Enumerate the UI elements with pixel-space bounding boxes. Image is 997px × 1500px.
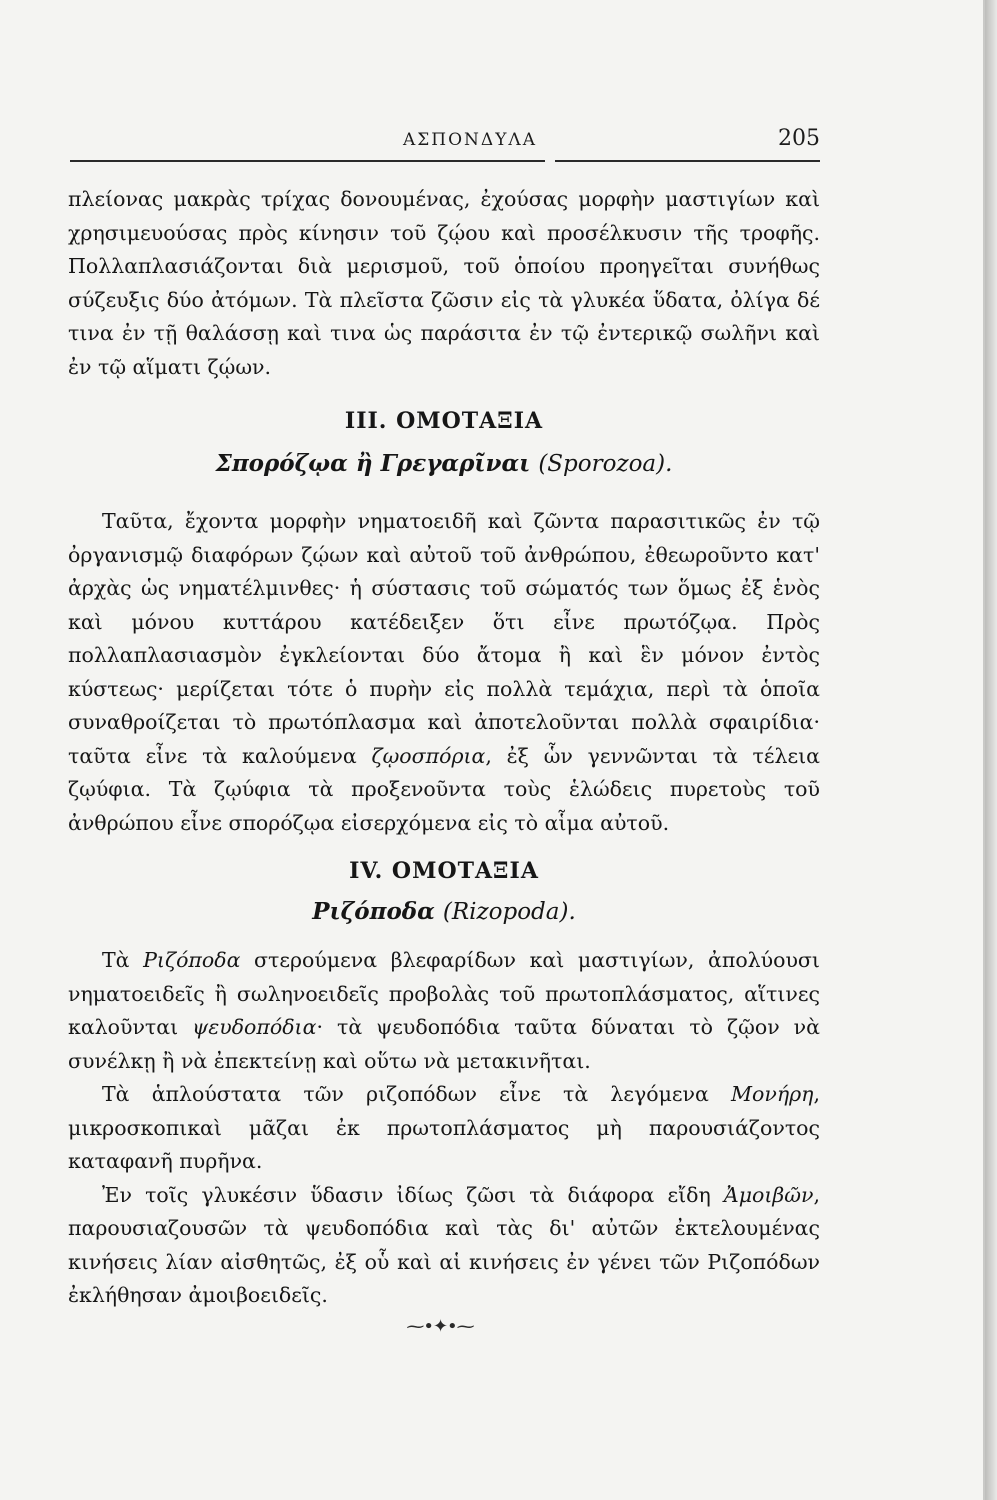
p3-end: , παρουσιαζουσῶν τὰ ψευδοπόδια καὶ τὰς δι' αὐτῶν ἐκτελουμένας κινήσεις λίαν αἰσθητῶς, ἐξ οὗ καὶ αἱ κινήσεις ἐν γένει τῶν Ριζοπόδων ἐκλήθησαν ἀμοιβοειδεῖς. xyxy=(68,1182,820,1307)
p1-end: · τὰ ψευδοπόδια ταῦτα δύναται τὸ ζῷον νὰ συνέλκῃ ἢ νὰ ἐπεκτείνῃ καὶ οὕτω νὰ μετακινῆται. xyxy=(68,1015,820,1073)
p2-start: Τὰ ἁπλούστατα τῶν ριζοπόδων εἶνε τὰ λεγόμενα xyxy=(102,1082,709,1106)
header-rule-right xyxy=(555,160,820,162)
running-header xyxy=(70,126,820,158)
section-iii-subtitle xyxy=(68,450,820,477)
section-iii-subtitle-greek: Σπορόζῳα ἢ Γρεγαρῖναι xyxy=(215,450,531,477)
running-title: ΑΣΠΟΝΔΥΛΑ xyxy=(403,130,537,150)
section-iv-paragraph-3 xyxy=(68,1179,820,1313)
section-iv-subtitle-latin: (Rizopoda). xyxy=(442,899,576,925)
intro-paragraph-block xyxy=(68,183,820,384)
section-iv-paragraph-2 xyxy=(68,1078,820,1179)
page-number: 205 xyxy=(778,126,820,151)
p3-term: Ἀμοιβῶν xyxy=(723,1182,814,1207)
intro-paragraph: πλείονας μακρὰς τρίχας δονουμένας, ἐχούσας μορφὴν μαστιγίων καὶ χρησιμευούσας πρὸς κίνησιν τοῦ ζῴου καὶ προσέλκυσιν τῆς τροφῆς. Πολλαπλασιάζονται διὰ μερισμοῦ, τοῦ ὁποίου προηγεῖται συνήθως σύζευξις δύο ἀτόμων. Τὰ πλεῖστα ζῶσιν εἰς τὰ γλυκέα ὕδατα, ὀλίγα δέ τινα ἐν τῇ θαλάσσῃ καὶ τινα ὡς παράσιτα ἐν τῷ ἐντερικῷ σωλῆνι καὶ ἐν τῷ αἵματι ζῴων. xyxy=(68,187,820,379)
section-iv-subtitle xyxy=(68,898,820,925)
header-rule-left xyxy=(70,160,545,162)
section-iv-paragraph-1 xyxy=(68,944,820,1078)
p3-start: Ἐν τοῖς γλυκέσιν ὕδασιν ἰδίως ζῶσι τὰ διάφορα εἴδη xyxy=(102,1182,711,1207)
section-iii-text-part1: Ταῦτα, ἔχοντα μορφὴν νηματοειδῆ καὶ ζῶντα παρασιτικῶς ἐν τῷ ὀργανισμῷ διαφόρων ζῴων καὶ αὐτοῦ τοῦ ἀνθρώπου, ἐθεωροῦντο κατ' ἀρχὰς ὡς νηματέλμινθες· ἡ σύστασις τοῦ σώματός των ὅμως ἐξ ἑνὸς καὶ μόνου κυττάρου κατέδειξεν ὅτι εἶνε πρωτόζῳα. Πρὸς πολλαπλασιασμὸν ἐγκλείονται δύο ἄτομα ἢ καὶ ἓν μόνον ἐντὸς κύστεως· μερίζεται τότε ὁ πυρὴν εἰς πολλὰ τεμάχια, περὶ τὰ ὁποῖα συναθροίζεται τὸ πρωτόπλασμα καὶ ἀποτελοῦνται πολλὰ σφαιρίδια· ταῦτα εἶνε τὰ καλούμενα xyxy=(68,509,820,768)
section-iv-title: IV. ΟΜΟΤΑΞΙΑ xyxy=(349,858,539,884)
p1-term2: ψευδοπόδια xyxy=(192,1015,317,1039)
p2-term: Μονήρη xyxy=(731,1082,814,1106)
section-iii-body xyxy=(68,505,820,840)
page-edge xyxy=(985,0,997,1500)
end-ornament: ⁓•✦•⁓ xyxy=(406,1316,474,1337)
section-iii-text-part2: , ἐξ ὧν γεννῶνται τὰ τέλεια ζῳύφια. Τὰ ζῳύφια τὰ προξενοῦντα τοὺς ἑλώδεις πυρετοὺς τοῦ ἀνθρώπου εἶνε σπορόζῳα εἰσερχόμενα εἰς τὸ αἷμα αὐτοῦ. xyxy=(68,743,820,835)
section-iii-title: III. ΟΜΟΤΑΞΙΑ xyxy=(344,408,544,434)
p1-term: Ριζόποδα xyxy=(143,948,241,972)
section-iv-body xyxy=(68,944,820,1313)
section-iii-paragraph xyxy=(68,505,820,840)
p2-end: , μικροσκοπικαὶ μᾶζαι ἐκ πρωτοπλάσματος μὴ παρουσιάζοντος καταφανῆ πυρῆνα. xyxy=(68,1082,820,1173)
section-iii-italic-term: ζῳοσπόρια xyxy=(371,743,486,768)
p1-mid: στερούμενα βλεφαρίδων καὶ μαστιγίων, ἀπολύουσι νηματοειδεῖς ἢ σωληνοειδεῖς προβολὰς τοῦ πρωτοπλάσματος, αἵτινες καλοῦνται xyxy=(68,948,820,1039)
section-iv-subtitle-greek: Ριζόποδα xyxy=(312,898,435,925)
p1-start: Τὰ xyxy=(102,948,130,972)
section-iii-subtitle-latin: (Sporozoa). xyxy=(538,451,673,477)
